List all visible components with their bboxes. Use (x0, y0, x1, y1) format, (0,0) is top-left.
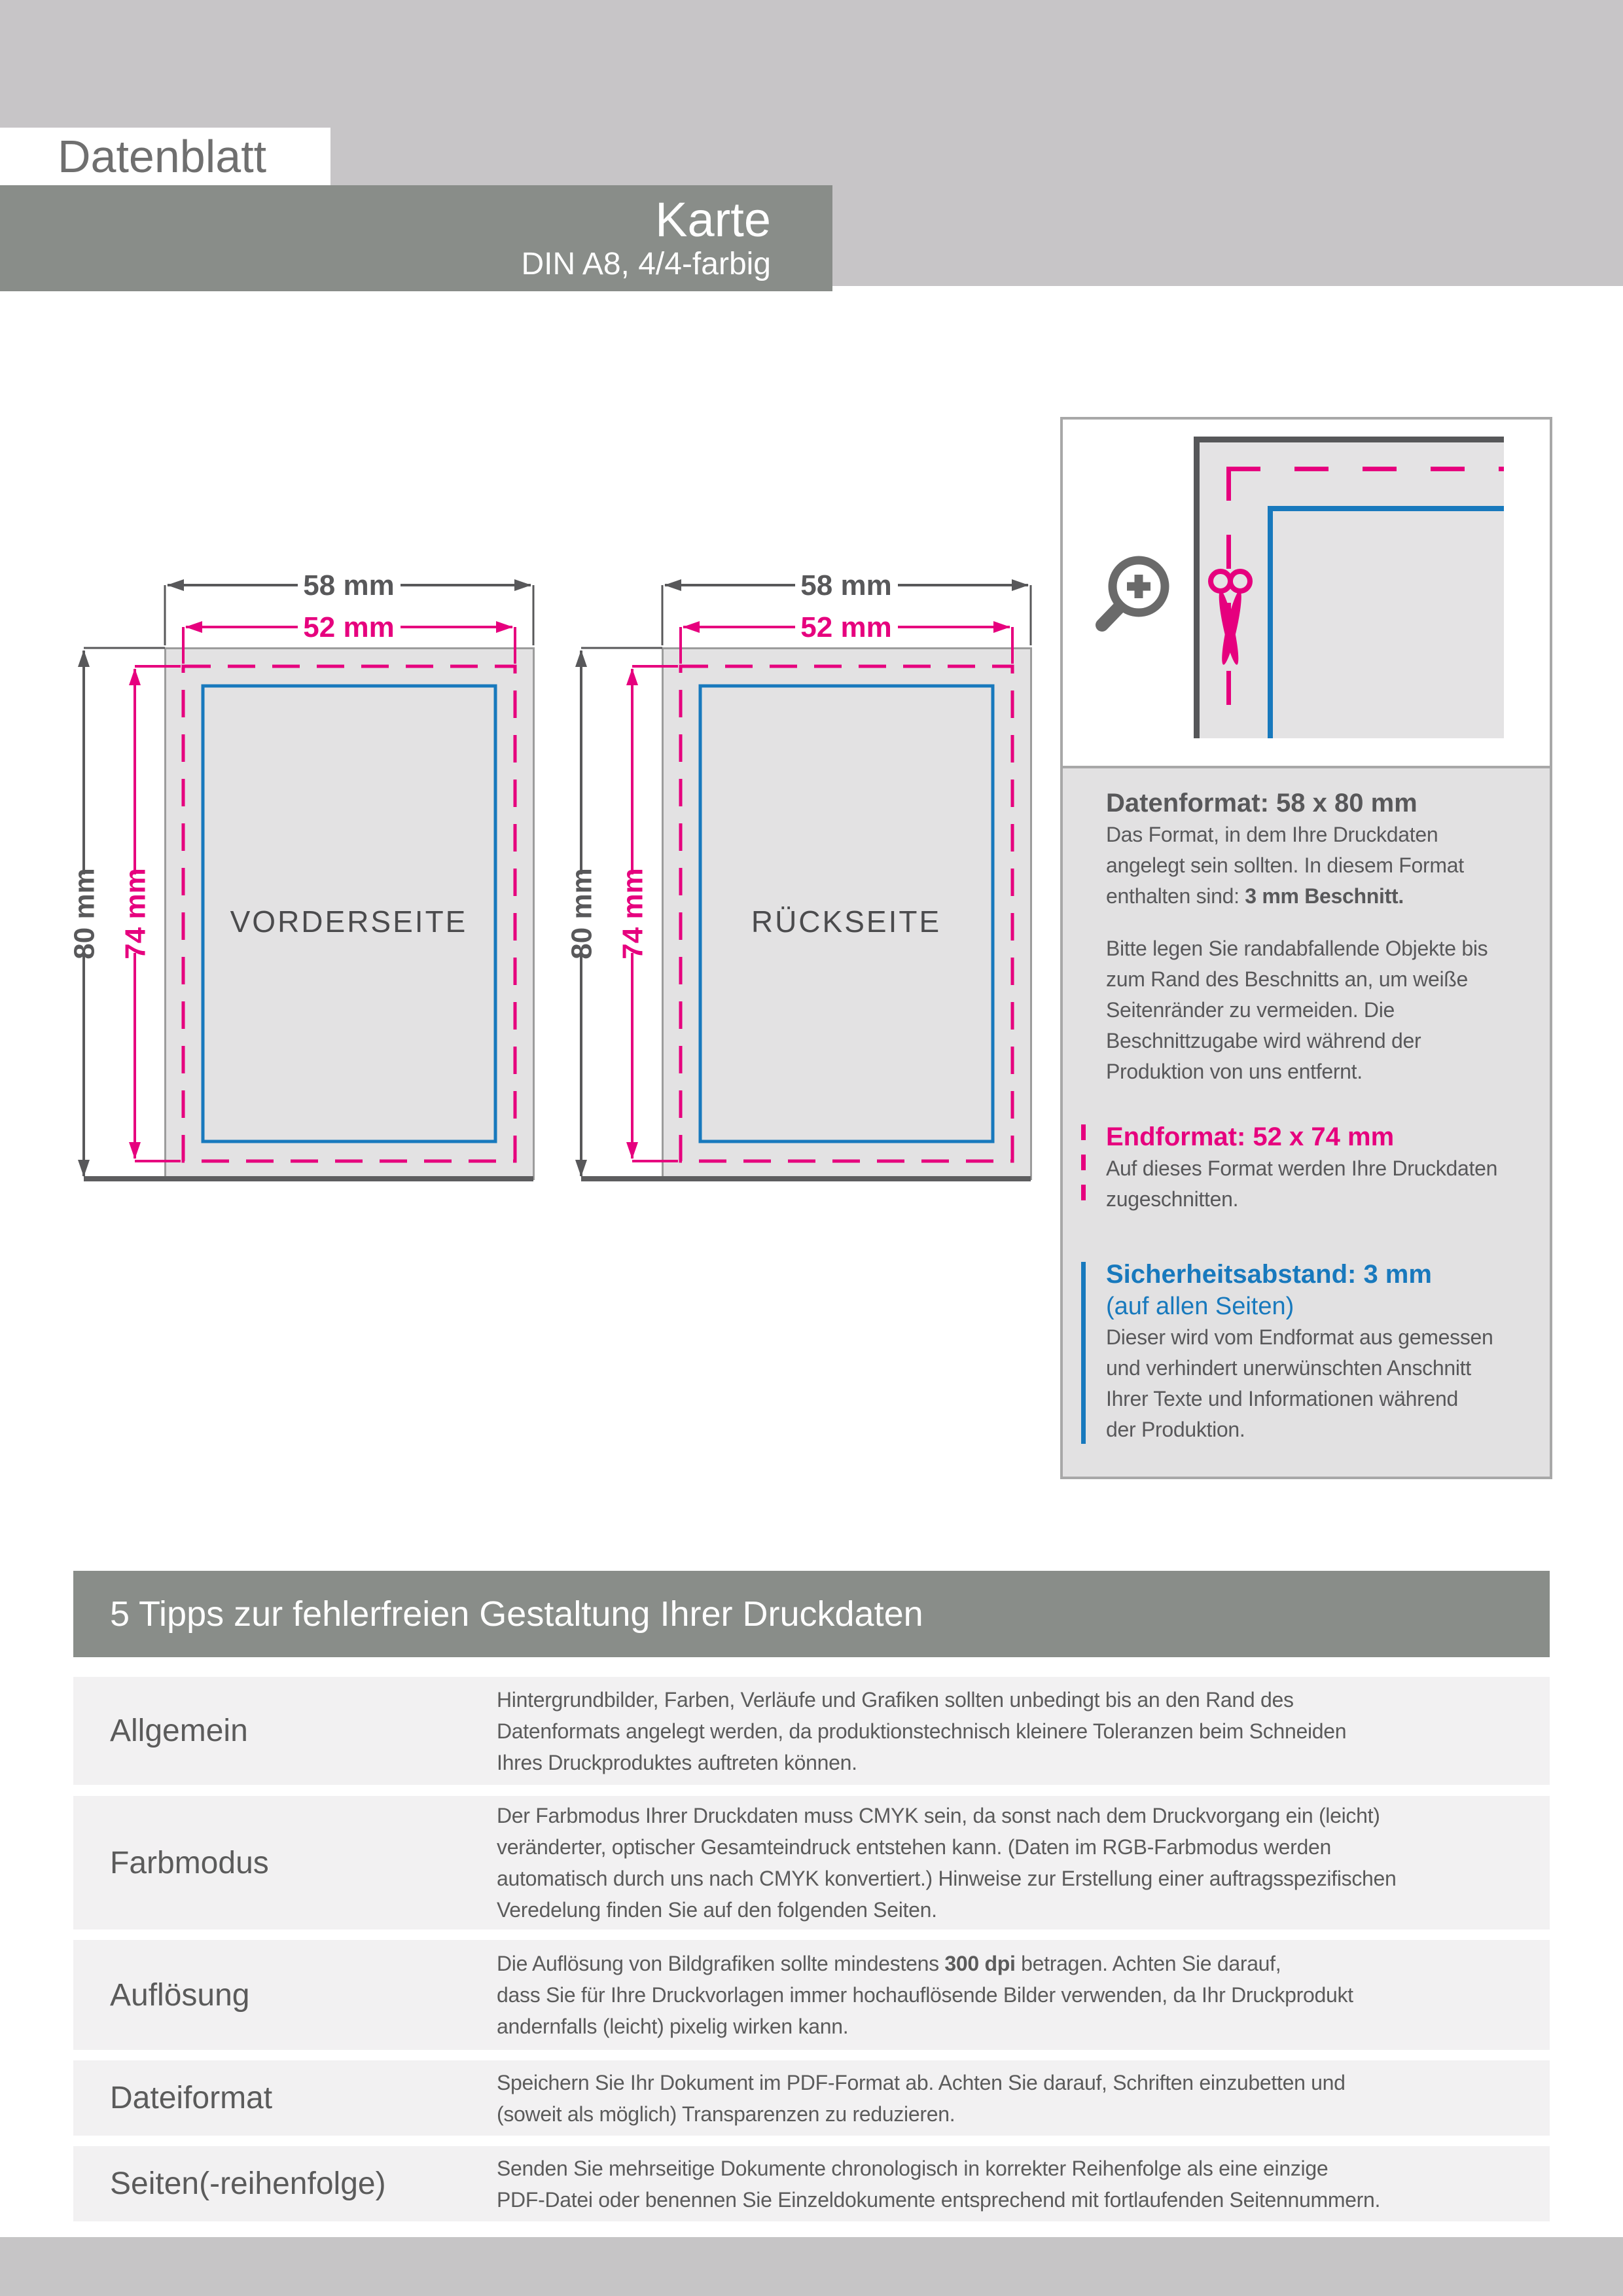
back-card-label: RÜCKSEITE (751, 905, 942, 939)
back-dim-outer-height: 80 mm (565, 868, 598, 960)
tip-row-label: Farbmodus (110, 1845, 269, 1880)
back-dim-trim-height: 74 mm (616, 868, 649, 960)
back-dim-outer-width: 58 mm (800, 569, 892, 601)
bleed-detail-picture (1063, 420, 1550, 766)
bleed-detail-graphic (1063, 420, 1550, 766)
tip-row-dateiformat (73, 2060, 1550, 2136)
tip-row-aufloesung (73, 1940, 1550, 2050)
tip-row-label: Auflösung (110, 1977, 250, 2013)
product-title: Karte (655, 192, 771, 247)
back-dim-trim-width: 52 mm (800, 611, 892, 643)
datenformat-section (1106, 787, 1464, 912)
detail-card-top-edge (1194, 437, 1504, 442)
zoom-plus-icon (1102, 560, 1165, 625)
endformat-body: Auf dieses Format werden Ihre Druckdaten zugeschnitten. (1106, 1157, 1498, 1211)
safety-subtitle: (auf allen Seiten) (1106, 1293, 1294, 1320)
safety-title: Sicherheitsabstand: 3 mm (1106, 1260, 1432, 1289)
safety-indicator-line (1081, 1262, 1086, 1444)
datenformat-title: Datenformat: 58 x 80 mm (1106, 789, 1418, 817)
format-info-panel (1063, 766, 1550, 1477)
tip-row-label: Seiten(-reihenfolge) (110, 2166, 386, 2201)
tip-row-body: Die Auflösung von Bildgrafiken sollte mindestens 300 dpi betragen. Achten Sie darauf, dass Sie für Ihre Druckvorlagen immer hochauflösende Bilder verwenden, da Ihr Druckprodukt andernfalls (leicht) pixelig wirken kann. (497, 1952, 1353, 2038)
tip-row-body: Speichern Sie Ihr Dokument im PDF-Format ab. Achten Sie darauf, Schriften einzubetten und (soweit als möglich) Transparenzen zu reduzieren. (497, 2070, 1346, 2126)
datenblatt-box (0, 128, 330, 185)
endformat-title: Endformat: 52 x 74 mm (1106, 1122, 1395, 1151)
tip-row-body: Hintergrundbilder, Farben, Verläufe und Grafiken sollten unbedingt bis an den Rand des Datenformats angelegt werden, da produktionstechnisch kleinere Toleranzen beim Schneiden Ihres Druckproduktes auftreten können. (497, 1687, 1347, 1774)
back-diagram (537, 563, 1041, 1198)
endformat-indicator-line (1081, 1124, 1086, 1210)
front-card-label: VORDERSEITE (230, 905, 468, 939)
datenformat-body: Das Format, in dem Ihre Druckdaten angelegt sein sollten. In diesem Format enthalten sind: 3 mm Beschnitt. (1106, 823, 1464, 908)
tip-row-label: Allgemein (110, 1713, 248, 1748)
bleed-note-section (1106, 933, 1488, 1087)
tip-row-body: Der Farbmodus Ihrer Druckdaten muss CMYK sein, da sonst nach dem Druckvorgang ein (leicht) veränderter, optischer Gesamteindruck entstehen kann. (Daten im RGB-Farbmodus werden automatisch durch uns nach CMYK konvertiert.) Hinweise zur Erstellung einer auftragsspezifischen Veredelung finden Sie auf den folgenden Seiten. (497, 1804, 1397, 1922)
safety-section (1081, 1258, 1493, 1445)
front-dim-outer-height: 80 mm (68, 868, 101, 960)
product-subtitle: DIN A8, 4/4-farbig (521, 247, 771, 282)
front-diagram (39, 563, 543, 1198)
front-dim-trim-width: 52 mm (303, 611, 395, 643)
safety-body: Dieser wird vom Endformat aus gemessen und verhindert unerwünschten Anschnitt Ihrer Texte und Informationen während der Produktion. (1106, 1325, 1493, 1441)
page-title: Datenblatt (58, 131, 267, 182)
tip-row-body: Senden Sie mehrseitige Dokumente chronologisch in korrekter Reihenfolge als eine einzige PDF-Datei oder benennen Sie Einzeldokumente entsprechend mit fortlaufenden Seitennummern. (497, 2156, 1381, 2212)
tips-header-bar (73, 1571, 1550, 1657)
info-box (1060, 417, 1552, 1479)
tip-row-allgemein (73, 1677, 1550, 1785)
bleed-note-body: Bitte legen Sie randabfallende Objekte bis zum Rand des Beschnitts an, um weiße Seitenränder zu vermeiden. Die Beschnittzugabe wird während der Produktion von uns entfernt. (1106, 937, 1488, 1083)
tip-row-label: Dateiformat (110, 2081, 273, 2115)
tips-title: 5 Tipps zur fehlerfreien Gestaltung Ihrer Druckdaten (110, 1594, 923, 1634)
footer-bar (0, 2237, 1623, 2296)
endformat-section (1081, 1121, 1497, 1215)
tip-row-farbmodus (73, 1796, 1550, 1929)
front-dim-trim-height: 74 mm (119, 868, 152, 960)
product-header (0, 185, 832, 291)
detail-card-left-edge (1194, 437, 1200, 738)
tip-row-seitenreihenfolge (73, 2146, 1550, 2221)
front-dim-outer-width: 58 mm (303, 569, 395, 601)
